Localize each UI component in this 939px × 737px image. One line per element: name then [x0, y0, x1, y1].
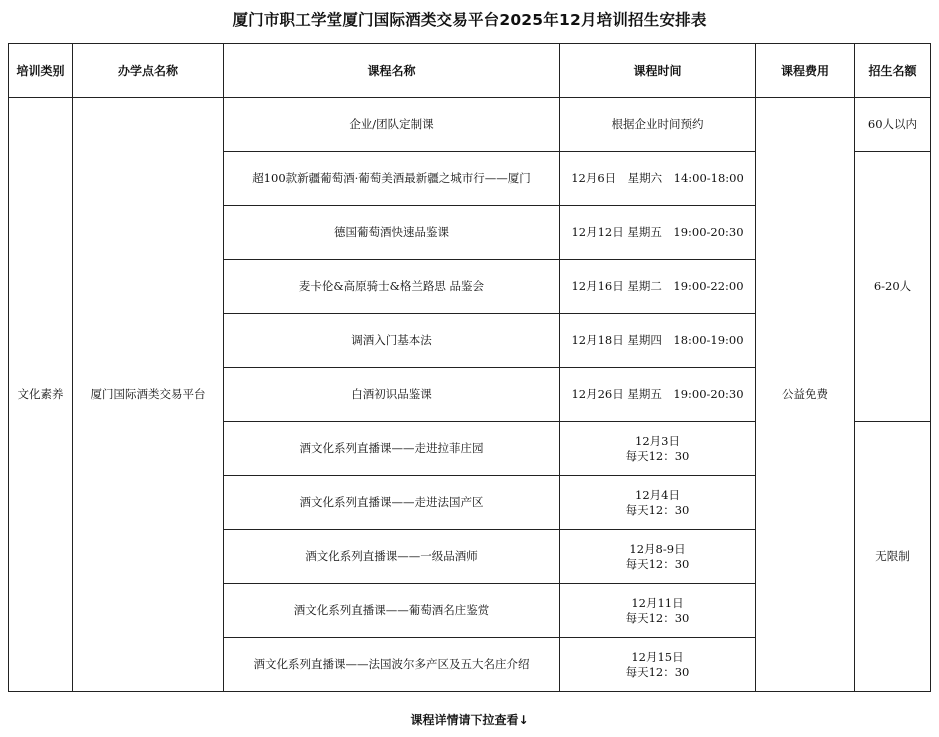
course-cell: 酒文化系列直播课——葡萄酒名庄鉴赏 — [224, 584, 560, 638]
course-cell: 麦卡伦&高原骑士&格兰路思 品鉴会 — [224, 260, 560, 314]
quota-cell: 60人以内 — [855, 98, 931, 152]
page-title: 厦门市职工学堂厦门国际酒类交易平台2025年12月培训招生安排表 — [232, 11, 707, 29]
time-cell: 12月11日 每天12：30 — [560, 584, 756, 638]
time-cell: 12月15日 每天12：30 — [560, 638, 756, 692]
time-cell: 12月12日 星期五 19:00-20:30 — [560, 206, 756, 260]
header-row — [9, 44, 931, 98]
time-cell: 12月6日 星期六 14:00-18:00 — [560, 152, 756, 206]
scroll-hint — [0, 711, 939, 728]
course-cell: 超100款新疆葡萄酒·葡萄美酒最新疆之城市行——厦门 — [224, 152, 560, 206]
course-cell: 白酒初识品鉴课 — [224, 368, 560, 422]
header-school: 办学点名称 — [73, 44, 224, 98]
header-fee: 课程费用 — [756, 44, 855, 98]
schedule-table — [8, 43, 931, 692]
time-cell: 12月4日 每天12：30 — [560, 476, 756, 530]
course-cell: 酒文化系列直播课——一级品酒师 — [224, 530, 560, 584]
course-cell: 企业/团队定制课 — [224, 98, 560, 152]
fee-cell: 公益免费 — [756, 98, 855, 692]
arrow-down-icon: ↓ — [518, 713, 529, 727]
time-cell: 12月16日 星期二 19:00-22:00 — [560, 260, 756, 314]
time-cell: 12月26日 星期五 19:00-20:30 — [560, 368, 756, 422]
course-cell: 酒文化系列直播课——走进拉菲庄园 — [224, 422, 560, 476]
quota-cell: 无限制 — [855, 422, 931, 692]
header-category: 培训类别 — [9, 44, 73, 98]
course-cell: 酒文化系列直播课——走进法国产区 — [224, 476, 560, 530]
school-cell: 厦门国际酒类交易平台 — [73, 98, 224, 692]
header-quota: 招生名额 — [855, 44, 931, 98]
time-cell: 12月18日 星期四 18:00-19:00 — [560, 314, 756, 368]
scroll-hint-text: 课程详情请下拉查看 — [410, 713, 519, 727]
header-course: 课程名称 — [224, 44, 560, 98]
time-cell: 根据企业时间预约 — [560, 98, 756, 152]
course-cell: 调酒入门基本法 — [224, 314, 560, 368]
category-cell: 文化素养 — [9, 98, 73, 692]
time-cell: 12月3日 每天12：30 — [560, 422, 756, 476]
header-time: 课程时间 — [560, 44, 756, 98]
table-row — [9, 98, 931, 152]
course-cell: 酒文化系列直播课——法国波尔多产区及五大名庄介绍 — [224, 638, 560, 692]
time-cell: 12月8-9日 每天12：30 — [560, 530, 756, 584]
course-cell: 德国葡萄酒快速品鉴课 — [224, 206, 560, 260]
quota-cell: 6-20人 — [855, 152, 931, 422]
